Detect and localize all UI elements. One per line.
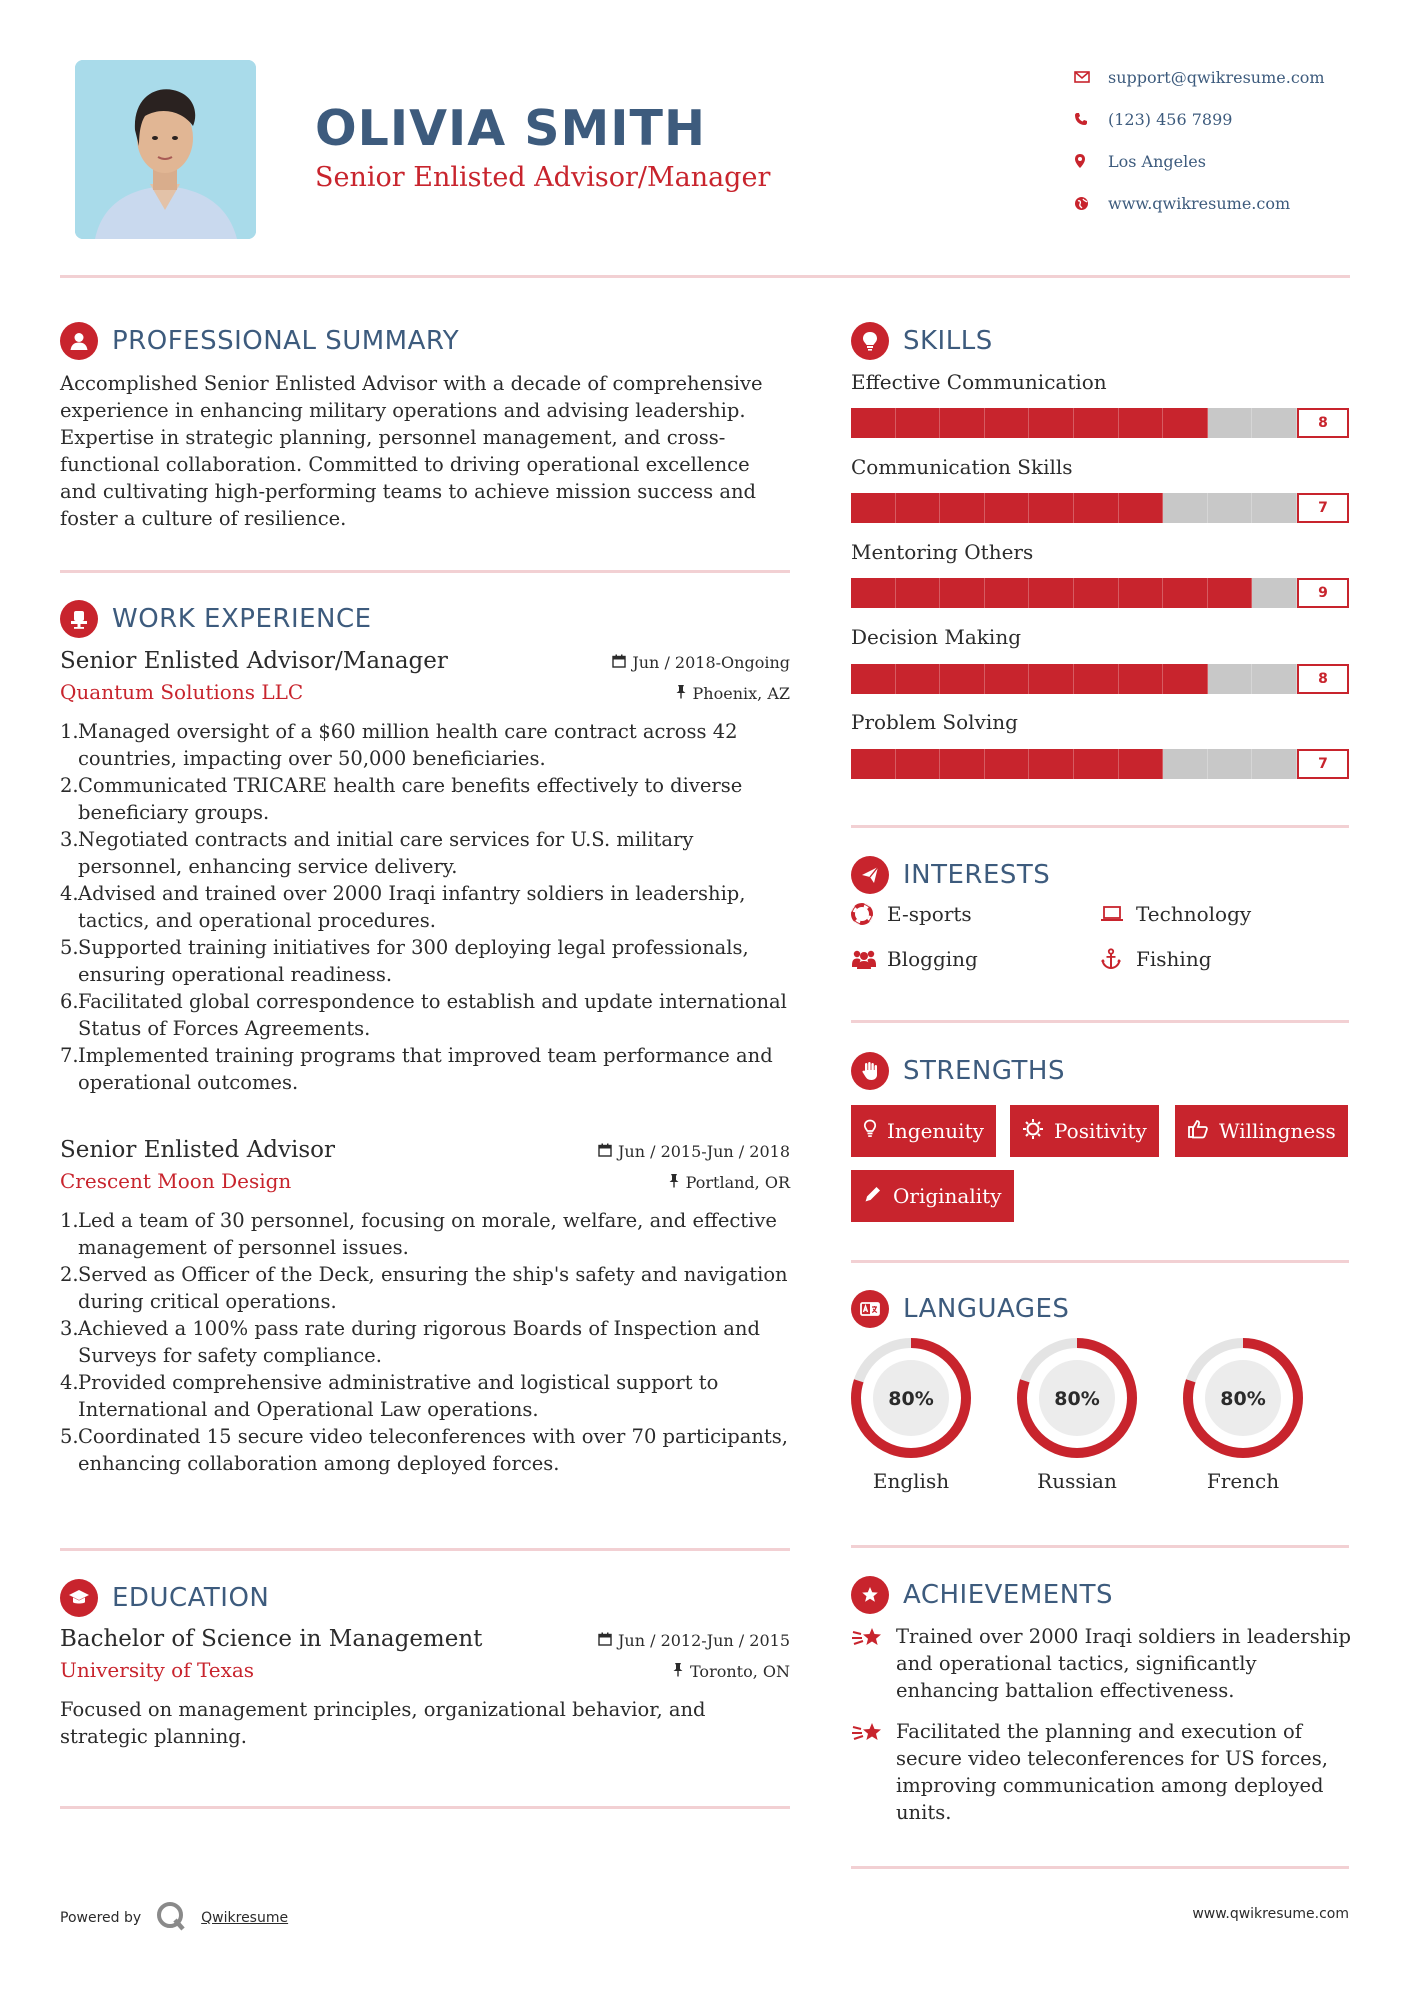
- skill-bar-segment: [1163, 664, 1208, 694]
- skill-bar-segment: [1029, 749, 1074, 779]
- interest-label: Fishing: [1136, 947, 1212, 971]
- school-name: University of Texas: [60, 1658, 255, 1682]
- work-title: WORK EXPERIENCE: [112, 604, 372, 634]
- achievements-header: [851, 1576, 1113, 1614]
- skill-bar-segment: [985, 664, 1030, 694]
- list-item: 1. Led a team of 30 personnel, focusing on morale, welfare, and effective management of personnel issues.: [60, 1209, 777, 1259]
- education-header: [60, 1579, 269, 1617]
- interest-label: Blogging: [887, 947, 978, 971]
- strengths-divider: [851, 1260, 1349, 1263]
- job-title: Senior Enlisted Advisor: [60, 1137, 336, 1163]
- skill-name: Decision Making: [851, 625, 1022, 649]
- job-location: [668, 1173, 790, 1192]
- skill-level: 9: [1297, 578, 1349, 608]
- skill-bar-segment: [1074, 664, 1119, 694]
- interest-item: [1100, 947, 1212, 971]
- job-company: Crescent Moon Design: [60, 1169, 292, 1193]
- globe-icon: [1072, 196, 1108, 211]
- skill-bar-segment: [1208, 578, 1253, 608]
- education-date: [598, 1631, 790, 1650]
- skill-bar-segment: [940, 749, 985, 779]
- user-icon: [60, 322, 98, 360]
- pushpin-icon: [668, 1173, 680, 1192]
- skill-bar-segment: [940, 578, 985, 608]
- pencil-icon: [863, 1184, 883, 1209]
- skill-bar-segment: [1252, 664, 1297, 694]
- list-item: 2. Served as Officer of the Deck, ensuring the ship's safety and navigation during critical operations.: [60, 1263, 788, 1313]
- skill-bar-segment: [1163, 749, 1208, 779]
- language-progress-ring: [1016, 1337, 1138, 1459]
- skill-bar-segment: [940, 408, 985, 438]
- list-item: 3. Achieved a 100% pass rate during rigorous Boards of Inspection and Surveys for safety compliance.: [60, 1317, 760, 1367]
- list-item: 4. Advised and trained over 2000 Iraqi infantry soldiers in leadership, tactics, and operational procedures.: [60, 882, 746, 932]
- work-header: [60, 600, 372, 638]
- achievement-item: [851, 1623, 1351, 1704]
- skill-bar-segment: [1208, 493, 1253, 523]
- skill-bar-segment: [1163, 408, 1208, 438]
- skill-bar-segment: [1074, 749, 1119, 779]
- skill-bar: [851, 408, 1297, 438]
- skill-bar-segment: [985, 408, 1030, 438]
- skills-divider: [851, 825, 1349, 828]
- skill-bar-segment: [1252, 749, 1297, 779]
- skill-bar-segment: [1029, 408, 1074, 438]
- strengths-title: STRENGTHS: [903, 1056, 1065, 1086]
- star-badge-icon: [851, 1576, 889, 1614]
- job-location-text: Portland, OR: [685, 1173, 790, 1192]
- language-name: English: [872, 1469, 950, 1493]
- skill-bar: [851, 493, 1297, 523]
- skill-bar-segment: [985, 578, 1030, 608]
- skill-bar-segment: [851, 493, 896, 523]
- interest-item: [1100, 902, 1251, 926]
- achievements-divider: [851, 1866, 1349, 1869]
- strength-tag: [851, 1105, 996, 1157]
- language-percent: 80%: [1054, 1388, 1100, 1410]
- powered-by-label: Powered by: [60, 1910, 142, 1926]
- interest-label: E-sports: [887, 902, 972, 926]
- contact-list: [1072, 56, 1372, 224]
- summary-divider: [60, 570, 790, 573]
- strength-tag: [851, 1170, 1014, 1222]
- skill-bar-segment: [851, 749, 896, 779]
- language-icon: [851, 1290, 889, 1328]
- users-icon: [851, 948, 887, 970]
- skill-level: 7: [1297, 749, 1349, 779]
- education-location-text: Toronto, ON: [690, 1662, 790, 1681]
- achievements-title: ACHIEVEMENTS: [903, 1580, 1114, 1610]
- skill-bar-segment: [1074, 408, 1119, 438]
- language-progress-ring: [850, 1337, 972, 1459]
- job-date: [598, 1142, 790, 1161]
- interest-label: Technology: [1136, 902, 1252, 926]
- summary-text: Accomplished Senior Enlisted Advisor with a decade of comprehensive experience in enhancing military operations and advising leadership. Expertise in strategic planning, personnel management, and cross-functional collaboration. Committed to driving operational excellence and cultivating high-performing teams to achieve mission success and foster a culture of resilience.: [60, 372, 763, 530]
- skills-header: [851, 322, 993, 360]
- skill-bar-segment: [940, 664, 985, 694]
- skill-level: 8: [1297, 664, 1349, 694]
- contact-location: [1072, 140, 1372, 182]
- hand-icon: [851, 1052, 889, 1090]
- skill-bar-segment: [1119, 408, 1164, 438]
- skill-bar-segment: [896, 664, 941, 694]
- job-bullets: [60, 718, 790, 1096]
- skill-bar-segment: [1163, 493, 1208, 523]
- skill-bar-segment: [1208, 664, 1253, 694]
- contact-email-text: support@qwikresume.com: [1108, 67, 1325, 87]
- list-item: 7. Implemented training programs that improved team performance and operational outcomes.: [60, 1044, 773, 1094]
- skill-bar-segment: [1252, 408, 1297, 438]
- skill-name: Effective Communication: [851, 370, 1107, 394]
- summary-header: [60, 322, 459, 360]
- list-item: 3. Negotiated contracts and initial care services for U.S. military personnel, enhancing service delivery.: [60, 828, 694, 878]
- thumbs-up-icon: [1187, 1118, 1209, 1145]
- language-item: [1182, 1337, 1304, 1493]
- education-location: [672, 1662, 790, 1681]
- education-text: Focused on management principles, organizational behavior, and strategic planning.: [60, 1698, 706, 1748]
- contact-phone[interactable]: [1072, 98, 1372, 140]
- skill-bar-segment: [1119, 578, 1164, 608]
- lightbulb-icon: [851, 322, 889, 360]
- languages-title: LANGUAGES: [903, 1294, 1070, 1324]
- achievement-item: [851, 1718, 1351, 1826]
- skills-title: SKILLS: [903, 326, 993, 356]
- lightbulb-icon: [863, 1119, 877, 1144]
- strength-label: Positivity: [1054, 1119, 1147, 1143]
- interests-divider: [851, 1020, 1349, 1023]
- sun-icon: [1022, 1118, 1044, 1145]
- pushpin-icon: [675, 684, 687, 703]
- list-item: 2. Communicated TRICARE health care benefits effectively to diverse beneficiary groups.: [60, 774, 743, 824]
- candidate-title: Senior Enlisted Advisor/Manager: [315, 162, 771, 193]
- skill-bar-segment: [1119, 749, 1164, 779]
- skill-bar-segment: [1252, 493, 1297, 523]
- skill-bar-segment: [1029, 664, 1074, 694]
- pushpin-icon: [672, 1662, 684, 1681]
- strength-tag: [1010, 1105, 1159, 1157]
- briefcase-icon: [60, 600, 98, 638]
- skill-bar-segment: [851, 408, 896, 438]
- job-date-text: Jun / 2018-Ongoing: [632, 653, 790, 672]
- graduation-cap-icon: [60, 1579, 98, 1617]
- skill-name: Problem Solving: [851, 710, 1018, 734]
- summary-title: PROFESSIONAL SUMMARY: [112, 326, 460, 356]
- skill-bar-segment: [896, 578, 941, 608]
- calendar-icon: [598, 1142, 612, 1161]
- skill-bar-segment: [940, 493, 985, 523]
- skill-bar-segment: [851, 578, 896, 608]
- skill-bar-segment: [896, 749, 941, 779]
- list-item: 5. Coordinated 15 secure video teleconferences with over 70 participants, enhancing collaboration among deployed forces.: [60, 1425, 788, 1475]
- job-bullets: [60, 1207, 790, 1477]
- job-location: [675, 684, 790, 703]
- job-entry: [60, 648, 790, 1096]
- languages-header: [851, 1290, 1069, 1328]
- contact-phone-text: (123) 456 7899: [1108, 109, 1233, 129]
- skill-name: Communication Skills: [851, 455, 1073, 479]
- shooting-star-icon: [851, 1718, 896, 1826]
- skill-name: Mentoring Others: [851, 540, 1034, 564]
- calendar-icon: [612, 653, 626, 672]
- job-location-text: Phoenix, AZ: [692, 684, 790, 703]
- footer-url[interactable]: www.qwikresume.com: [1192, 1906, 1349, 1922]
- phone-icon: [1072, 112, 1108, 126]
- skill-bar: [851, 578, 1297, 608]
- candidate-name: OLIVIA SMITH: [315, 100, 706, 157]
- contact-email[interactable]: [1072, 56, 1372, 98]
- strength-label: Willingness: [1219, 1119, 1336, 1143]
- paper-plane-icon: [851, 856, 889, 894]
- skill-bar-segment: [896, 493, 941, 523]
- skill-bar-segment: [1252, 578, 1297, 608]
- skill-bar-segment: [1208, 408, 1253, 438]
- qwikresume-logo-icon: [155, 1900, 187, 1936]
- laptop-icon: [1100, 906, 1136, 922]
- skill-bar-segment: [985, 749, 1030, 779]
- calendar-icon: [598, 1631, 612, 1650]
- skill-level: 8: [1297, 408, 1349, 438]
- skill-bar-segment: [896, 408, 941, 438]
- skill-bar-segment: [1163, 578, 1208, 608]
- strength-label: Originality: [893, 1184, 1002, 1208]
- list-item: 5. Supported training initiatives for 300 deploying legal professionals, ensuring operational readiness.: [60, 936, 749, 986]
- shooting-star-icon: [851, 1623, 896, 1704]
- interests-title: INTERESTS: [903, 860, 1051, 890]
- degree-title: Bachelor of Science in Management: [60, 1626, 483, 1652]
- list-item: 1. Managed oversight of a $60 million health care contract across 42 countries, impacting over 50,000 beneficiaries.: [60, 720, 738, 770]
- interest-item: [851, 902, 972, 926]
- footer-powered-by: [60, 1900, 288, 1936]
- anchor-icon: [1100, 948, 1136, 970]
- skill-bar-segment: [1074, 578, 1119, 608]
- achievement-text: Facilitated the planning and execution of secure video teleconferences for US forces, improving communication among deployed units.: [896, 1720, 1328, 1824]
- skill-bar-segment: [1074, 493, 1119, 523]
- work-divider: [60, 1548, 790, 1551]
- education-title: EDUCATION: [112, 1583, 270, 1613]
- job-date-text: Jun / 2015-Jun / 2018: [617, 1142, 790, 1161]
- language-name: French: [1206, 1469, 1280, 1493]
- achievement-text: Trained over 2000 Iraqi soldiers in leadership and operational tactics, significantly enhancing battalion effectiveness.: [896, 1625, 1351, 1702]
- header-divider: [60, 275, 1350, 278]
- contact-website[interactable]: [1072, 182, 1372, 224]
- language-name: Russian: [1037, 1469, 1117, 1493]
- job-date: [612, 653, 790, 672]
- language-item: [850, 1337, 972, 1493]
- skill-bar-segment: [1208, 749, 1253, 779]
- strength-label: Ingenuity: [887, 1119, 984, 1143]
- envelope-icon: [1072, 71, 1108, 83]
- profile-photo: [75, 60, 256, 239]
- skill-bar-segment: [1029, 578, 1074, 608]
- skill-bar-segment: [1029, 493, 1074, 523]
- languages-divider: [851, 1545, 1349, 1548]
- skill-bar: [851, 664, 1297, 694]
- language-progress-ring: [1182, 1337, 1304, 1459]
- skill-bar-segment: [1119, 664, 1164, 694]
- language-percent: 80%: [1220, 1388, 1266, 1410]
- job-company: Quantum Solutions LLC: [60, 680, 304, 704]
- strengths-header: [851, 1052, 1065, 1090]
- list-item: 6. Facilitated global correspondence to establish and update international Status of Forces Agreements.: [60, 990, 787, 1040]
- map-pin-icon: [1072, 153, 1108, 169]
- skill-bar-segment: [851, 664, 896, 694]
- contact-website-text: www.qwikresume.com: [1108, 193, 1291, 213]
- qwikresume-link[interactable]: Qwikresume: [201, 1910, 289, 1926]
- education-entry: [60, 1626, 790, 1750]
- job-entry: [60, 1137, 790, 1477]
- language-percent: 80%: [888, 1388, 934, 1410]
- strength-tag: [1175, 1105, 1348, 1157]
- language-item: [1016, 1337, 1138, 1493]
- education-date-text: Jun / 2012-Jun / 2015: [617, 1631, 790, 1650]
- skill-bar: [851, 749, 1297, 779]
- skill-bar-segment: [1119, 493, 1164, 523]
- skill-bar-segment: [985, 493, 1030, 523]
- education-divider: [60, 1806, 790, 1809]
- contact-location-text: Los Angeles: [1108, 151, 1206, 171]
- list-item: 4. Provided comprehensive administrative and logistical support to International and Operational Law operations.: [60, 1371, 719, 1421]
- interest-item: [851, 947, 978, 971]
- lifebuoy-icon: [851, 903, 887, 925]
- skill-level: 7: [1297, 493, 1349, 523]
- job-title: Senior Enlisted Advisor/Manager: [60, 648, 448, 674]
- interests-header: [851, 856, 1050, 894]
